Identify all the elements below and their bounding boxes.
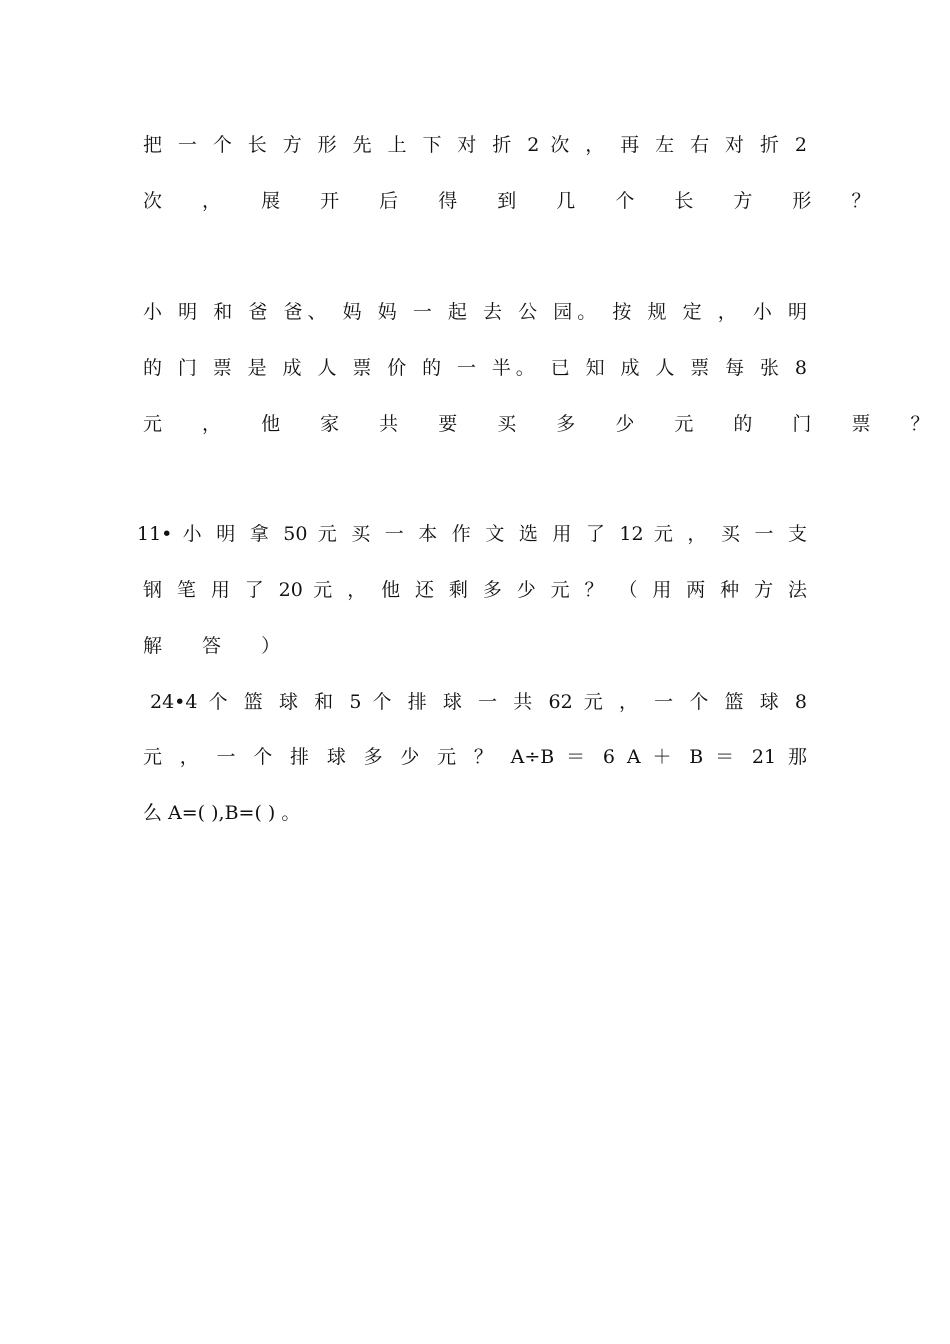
money-problem-line-2: 钢 笔 用 了 20 元 ， 他 还 剩 多 少 元 ？ （ 用 两 种 方 法	[143, 579, 807, 601]
ticket-problem-line-2: 的 门 票 是 成 人 票 价 的 一 半。 已 知 成 人 票 每 张 8	[143, 357, 807, 379]
money-problem-line-1: 11• 小 明 拿 50 元 买 一 本 作 文 选 用 了 12 元 ， 买 一 支	[137, 523, 807, 545]
balls-problem-line-3: 么 A=( ),B=( ) 。	[143, 802, 301, 824]
balls-problem-line-1: 24•4 个 篮 球 和 5 个 排 球 一 共 62 元 ， 一 个 篮 球 8	[150, 691, 807, 713]
fold-problem-line-2: 次 ， 展 开 后 得 到 几 个 长 方 形 ？	[143, 190, 888, 212]
money-problem-line-3: 解 答 ）	[143, 635, 298, 657]
ticket-problem-line-3: 元 ， 他 家 共 要 买 多 少 元 的 门 票 ？	[143, 413, 947, 435]
balls-problem-line-2: 元 ， 一 个 排 球 多 少 元 ？ A÷B ＝ 6 A ＋ B ＝ 21 那	[143, 746, 807, 768]
ticket-problem-line-1: 小 明 和 爸 爸、 妈 妈 一 起 去 公 园。 按 规 定 ， 小 明	[143, 301, 807, 323]
fold-problem-line-1: 把 一 个 长 方 形 先 上 下 对 折 2 次 ， 再 左 右 对 折 2	[143, 134, 807, 156]
